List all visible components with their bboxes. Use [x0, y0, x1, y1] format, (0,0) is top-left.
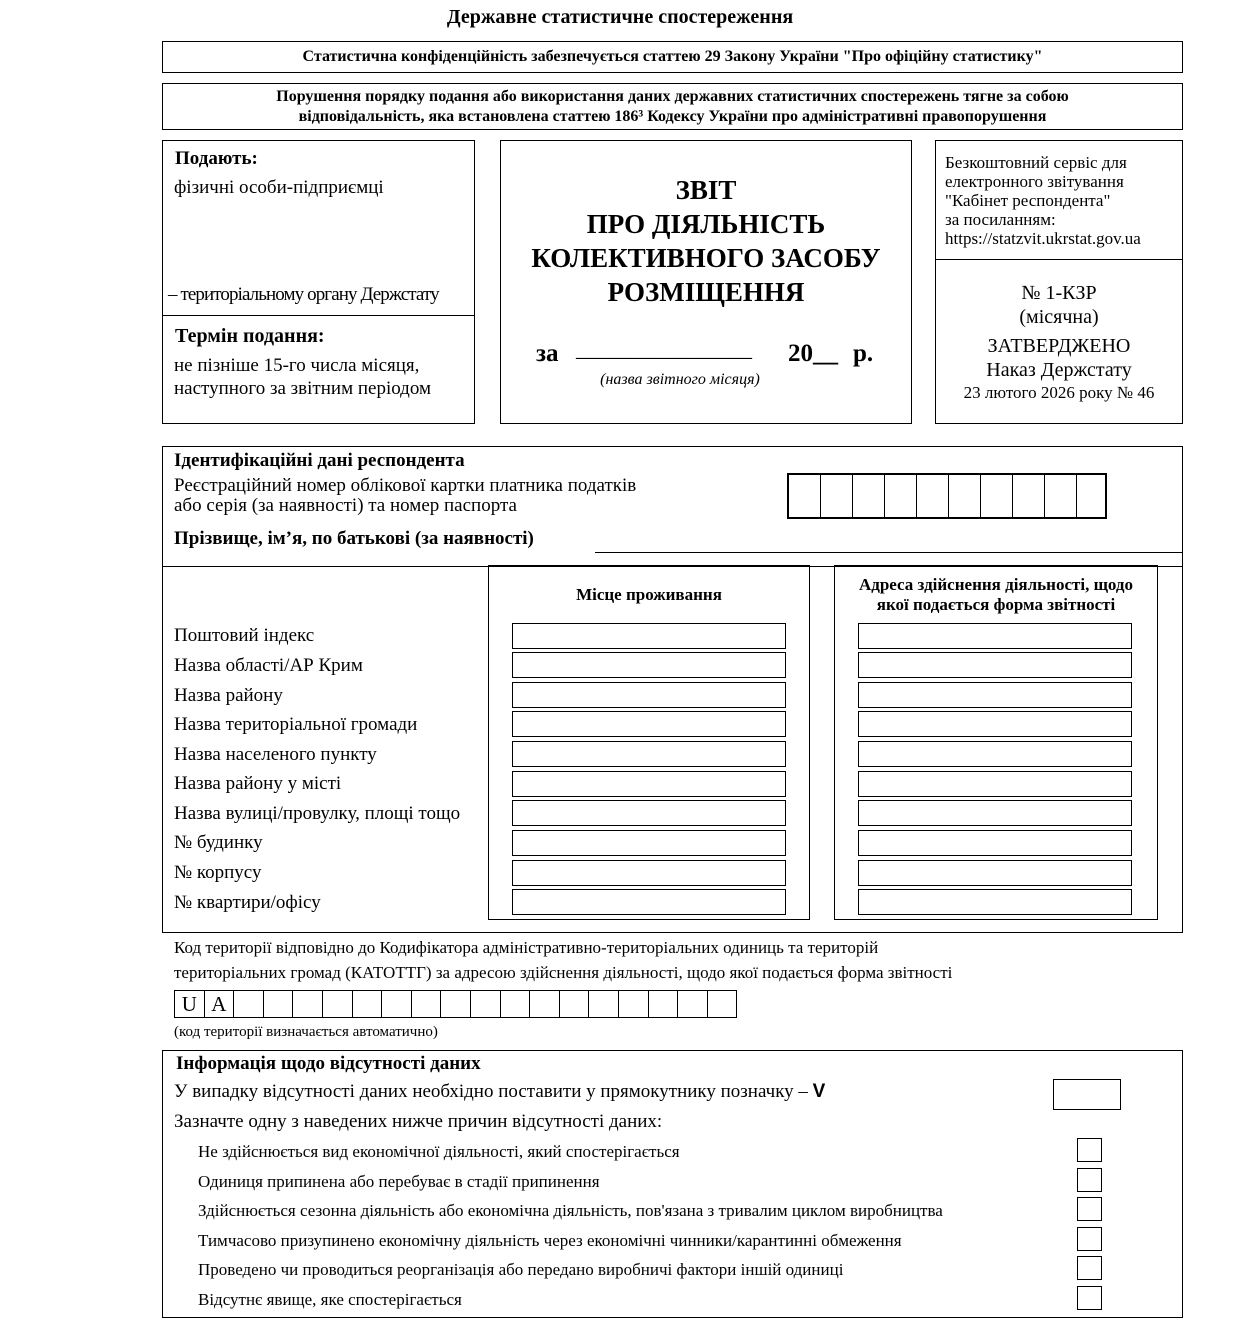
katottg-code-cell[interactable]: [441, 991, 471, 1017]
katottg-prefix-cell: U: [175, 991, 205, 1017]
reason-checkbox-1[interactable]: [1077, 1138, 1102, 1162]
full-name-line[interactable]: [595, 552, 1183, 553]
tax-id-cell[interactable]: [885, 475, 917, 517]
reason-label-4: Тимчасово призупинено економічну діяльність через економічні чинники/карантинні обмеження: [198, 1231, 902, 1250]
residence-settlement-input[interactable]: [512, 741, 786, 767]
row-label-city-district: Назва району у місті: [174, 773, 342, 794]
row-label-district: Назва району: [174, 685, 283, 706]
tax-id-cell[interactable]: [949, 475, 981, 517]
row-label-apartment: № квартири/офісу: [174, 892, 321, 913]
submitters-heading: Подають:: [175, 148, 258, 169]
no-data-checkbox[interactable]: [1053, 1079, 1121, 1110]
katottg-code-cell[interactable]: [708, 991, 736, 1017]
tax-id-label-line1: Реєстраційний номер облікової картки платника податків: [174, 475, 637, 496]
katottg-code-cell[interactable]: [560, 991, 590, 1017]
tax-id-cell[interactable]: [821, 475, 853, 517]
residence-block-input[interactable]: [512, 860, 786, 886]
katottg-code-cell[interactable]: [678, 991, 708, 1017]
residence-region-input[interactable]: [512, 652, 786, 678]
katottg-code-cell[interactable]: [589, 991, 619, 1017]
page-title: Державне статистичне спостереження: [446, 6, 794, 28]
katottg-code-cell[interactable]: [234, 991, 264, 1017]
report-title-line3: КОЛЕКТИВНОГО ЗАСОБУ: [531, 243, 881, 273]
row-label-building: № будинку: [174, 832, 263, 853]
reason-checkbox-6[interactable]: [1077, 1286, 1102, 1310]
activity-district-input[interactable]: [858, 682, 1132, 708]
activity-apartment-input[interactable]: [858, 889, 1132, 915]
period-year-suffix: р.: [853, 340, 874, 367]
activity-region-input[interactable]: [858, 652, 1132, 678]
approved-label: ЗАТВЕРДЖЕНО: [987, 335, 1131, 357]
service-line2: електронного звітування: [945, 172, 1124, 191]
tax-id-cell[interactable]: [1077, 475, 1105, 517]
residence-apartment-input[interactable]: [512, 889, 786, 915]
period-year[interactable]: 20__: [788, 340, 838, 367]
katottg-code-cell[interactable]: [530, 991, 560, 1017]
residence-postal-code-input[interactable]: [512, 623, 786, 649]
katottg-code-cell[interactable]: [471, 991, 501, 1017]
report-title-line4: РОЗМІЩЕННЯ: [607, 277, 805, 307]
absence-heading: Інформація щодо відсутності даних: [176, 1053, 481, 1074]
reason-checkbox-5[interactable]: [1077, 1256, 1102, 1280]
reason-label-1: Не здійснюється вид економічної діяльності, який спостерігається: [198, 1142, 680, 1161]
deadline-line2: наступного за звітним періодом: [174, 378, 432, 399]
tax-id-cell[interactable]: [789, 475, 821, 517]
activity-building-input[interactable]: [858, 830, 1132, 856]
approved-order: Наказ Держстату: [986, 359, 1132, 381]
residence-building-input[interactable]: [512, 830, 786, 856]
tax-id-cells[interactable]: [787, 473, 1107, 519]
service-line3: "Кабінет респондента": [945, 191, 1111, 210]
reason-label-2: Одиниця припинена або перебуває в стадії припинення: [198, 1172, 600, 1191]
form-period: (місячна): [1019, 306, 1099, 328]
row-label-community: Назва територіальної громади: [174, 714, 418, 735]
residence-community-input[interactable]: [512, 711, 786, 737]
katottg-code-cells[interactable]: [174, 990, 737, 1018]
activity-block-input[interactable]: [858, 860, 1132, 886]
reason-checkbox-4[interactable]: [1077, 1227, 1102, 1251]
period-prefix: за: [536, 340, 559, 367]
activity-address-header-line1: Адреса здійснення діяльності, щодо: [858, 575, 1134, 594]
activity-city-district-input[interactable]: [858, 771, 1132, 797]
confidentiality-text: Статистична конфіденційність забезпечується статтею 29 Закону України "Про офіційну статистику": [302, 48, 1043, 65]
reason-label-6: Відсутнє явище, яке спостерігається: [198, 1290, 462, 1309]
tax-id-cell[interactable]: [917, 475, 949, 517]
deadline-heading: Термін подання:: [175, 325, 325, 347]
violation-text-line2: відповідальність, яка встановлена статтею 186³ Кодексу України про адміністративні правопорушення: [298, 108, 1047, 125]
submitters-divider: [162, 315, 475, 316]
katottg-code-cell[interactable]: [619, 991, 649, 1017]
absence-instruction: [174, 1081, 825, 1103]
row-label-street: Назва вулиці/провулку, площі тощо: [174, 803, 461, 824]
approved-order-date: 23 лютого 2026 року № 46: [963, 383, 1155, 402]
absence-instruction-text: У випадку відсутності даних необхідно поставити у прямокутнику позначку –: [174, 1081, 808, 1102]
katottg-code-cell[interactable]: [649, 991, 679, 1017]
report-title-line2: ПРО ДІЯЛЬНІСТЬ: [586, 209, 826, 239]
identification-heading: Ідентифікаційні дані респондента: [174, 450, 465, 471]
tax-id-label-line2: або серія (за наявності) та номер паспорта: [174, 495, 517, 516]
katottg-code-cell[interactable]: [323, 991, 353, 1017]
service-divider: [935, 259, 1183, 260]
period-month-field[interactable]: ________________: [576, 336, 752, 361]
activity-community-input[interactable]: [858, 711, 1132, 737]
activity-address-header-line2: якої подається форма звітності: [876, 595, 1116, 614]
residence-column-header: Місце проживання: [576, 585, 722, 604]
katottg-code-cell[interactable]: [353, 991, 383, 1017]
katottg-code-cell[interactable]: [382, 991, 412, 1017]
residence-city-district-input[interactable]: [512, 771, 786, 797]
residence-street-input[interactable]: [512, 800, 786, 826]
katottg-code-cell[interactable]: [293, 991, 323, 1017]
tax-id-cell[interactable]: [853, 475, 885, 517]
period-hint: (назва звітного місяця): [600, 371, 760, 388]
report-title-line1: ЗВІТ: [675, 175, 737, 205]
katottg-code-cell[interactable]: [501, 991, 531, 1017]
reason-checkbox-3[interactable]: [1077, 1197, 1102, 1221]
service-url-link[interactable]: https://statzvit.ukrstat.gov.ua: [945, 229, 1141, 248]
row-label-settlement: Назва населеного пункту: [174, 744, 377, 765]
absence-mark: V: [812, 1081, 826, 1102]
residence-district-input[interactable]: [512, 682, 786, 708]
deadline-line1: не пізніше 15-го числа місяця,: [174, 355, 420, 376]
reason-label-3: Здійснюється сезонна діяльність або економічна діяльність, пов'язана з тривалим циклом виробництва: [198, 1201, 943, 1220]
activity-settlement-input[interactable]: [858, 741, 1132, 767]
tax-id-cell[interactable]: [1045, 475, 1077, 517]
katottg-label-line1: Код території відповідно до Кодифікатора адміністративно-територіальних одиниць та територій: [174, 938, 879, 957]
confidentiality-box: [162, 41, 1183, 73]
full-name-label: Прізвище, ім’я, по батькові (за наявності): [174, 528, 534, 549]
katottg-note: (код території визначається автоматично): [174, 1024, 438, 1040]
katottg-prefix-cell: A: [205, 991, 235, 1017]
reason-label-5: Проведено чи проводиться реорганізація або передано виробничі фактори іншій одиниці: [198, 1260, 844, 1279]
row-label-postal-code: Поштовий індекс: [174, 625, 315, 646]
activity-street-input[interactable]: [858, 800, 1132, 826]
tax-id-cell[interactable]: [1013, 475, 1045, 517]
submitters-who: фізичні особи-підприємці: [174, 177, 384, 198]
reasons-intro: Зазначте одну з наведених нижче причин відсутності даних:: [174, 1111, 663, 1132]
katottg-code-cell[interactable]: [264, 991, 294, 1017]
submitters-to: – територіальному органу Держстату: [168, 284, 439, 305]
tax-id-cell[interactable]: [981, 475, 1013, 517]
form-number: № 1-КЗР: [1021, 282, 1097, 304]
row-label-block: № корпусу: [174, 862, 262, 883]
violation-text-line1: Порушення порядку подання або використання даних державних статистичних спостережень тягне за собою: [276, 88, 1069, 105]
activity-postal-code-input[interactable]: [858, 623, 1132, 649]
violation-box: [162, 83, 1183, 130]
service-line1: Безкоштовний сервіс для: [945, 153, 1127, 172]
katottg-code-cell[interactable]: [412, 991, 442, 1017]
row-label-region: Назва області/АР Крим: [174, 655, 363, 676]
service-line4: за посиланням:: [945, 210, 1056, 229]
katottg-label-line2: територіальних громад (КАТОТТГ) за адресою здійснення діяльності, щодо якої подається форма звітності: [174, 963, 953, 982]
reason-checkbox-2[interactable]: [1077, 1168, 1102, 1192]
